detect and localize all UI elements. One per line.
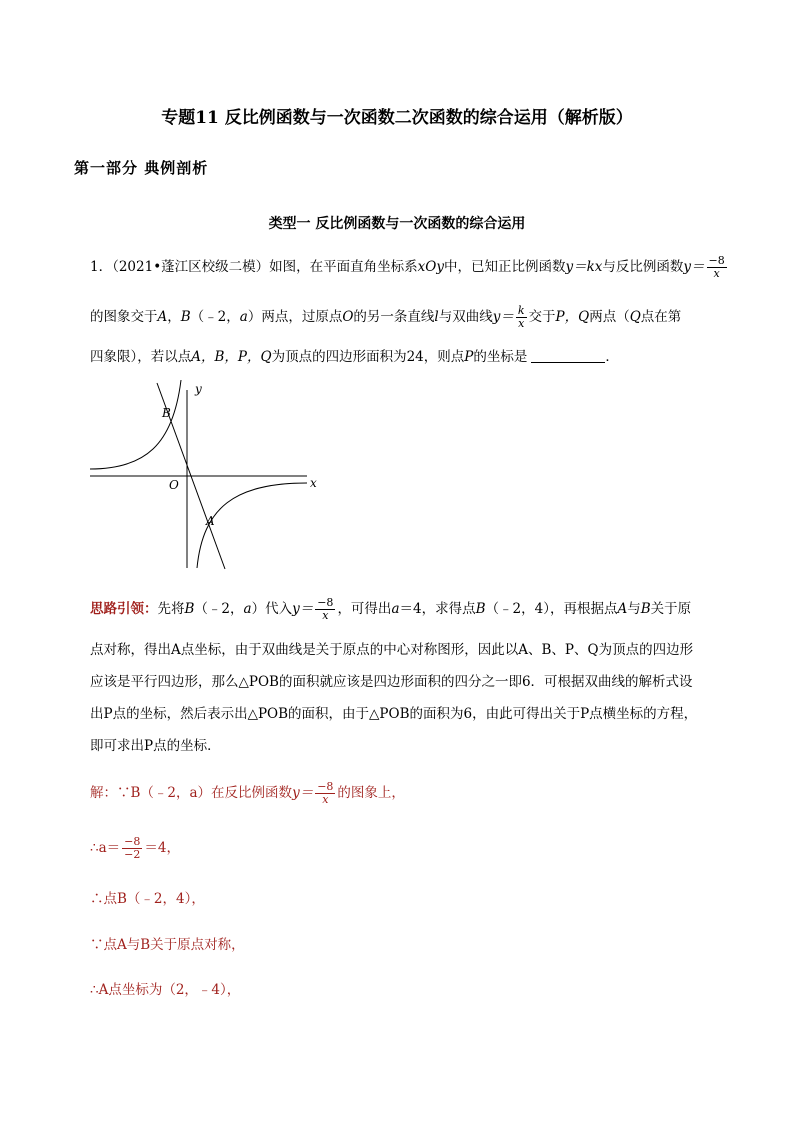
- fraction-neg8-over-x-hint: $\frac{-8}{x}$: [317, 596, 334, 622]
- function-graph: [85, 375, 330, 580]
- fraction-neg8-over-x: $\frac{-8}{x}$: [708, 254, 725, 280]
- problem-line-2: 的图象交于A，B（﹣2，a）两点，过原点O的另一条直线l与双曲线y＝ $\frac{k}{x}$ 交于P，Q两点（Q点在第: [90, 304, 682, 330]
- part-heading: 第一部分 典例剖析: [74, 159, 209, 177]
- fraction-solution-1: $\frac{-8}{x}$: [317, 780, 334, 806]
- hyperbola-branch-second-quadrant: [90, 380, 181, 469]
- solution-line-4: ∵点A与B关于原点对称，: [90, 937, 245, 953]
- hint-line-5: 即可求出P点的坐标．: [90, 738, 221, 754]
- solution-line-1: 解：∵B（﹣2，a）在反比例函数y＝ $\frac{-8}{x}$ 的图象上，: [90, 780, 405, 806]
- type-heading: 类型一 反比例函数与一次函数的综合运用: [268, 216, 526, 232]
- fraction-k-over-x: $\frac{k}{x}$: [517, 304, 525, 330]
- hint-line-1: 思路引领：先将B（﹣2，a）代入y＝ $\frac{-8}{x}$ ，可得出a＝4，求得点B（﹣2，4），再根据点A与B关于原: [90, 596, 692, 622]
- hint-line-4: 出P点的坐标，然后表示出△POB的面积，由于△POB的面积为6，由此可得出关于P点横坐标的方程，: [90, 706, 698, 722]
- point-b-label: B: [162, 406, 171, 420]
- problem-line-1: 1．（2021•蓬江区校级二模）如图，在平面直角坐标系xOy中，已知正比例函数y＝kx与反比例函数y＝ $\frac{-8}{x}$: [90, 254, 725, 280]
- solution-label: 解：: [90, 785, 117, 801]
- problem-line-3: 四象限），若以点A，B，P，Q为顶点的四边形面积为24，则点P的坐标是 ．: [90, 349, 619, 365]
- point-a-label: A: [206, 514, 215, 528]
- y-axis-label: y: [195, 382, 202, 396]
- fraction-solution-2: $\frac{-8}{-2}$: [124, 835, 141, 861]
- origin-label: O: [169, 478, 179, 492]
- x-axis-label: x: [310, 476, 317, 490]
- solution-line-2: ∴a＝ $\frac{-8}{-2}$ ＝4，: [90, 835, 180, 861]
- document-title: 专题11 反比例函数与一次函数二次函数的综合运用（解析版）: [161, 108, 633, 128]
- hint-line-2: 点对称，得出A点坐标，由于双曲线是关于原点的中心对称图形，因此以A、B、P、Q为顶点的四边形: [90, 642, 694, 658]
- hint-label: 思路引领：: [90, 601, 158, 617]
- solution-line-3: ∴点B（﹣2，4），: [90, 891, 205, 907]
- solution-line-5: ∴A点坐标为（2，﹣4），: [90, 982, 241, 998]
- answer-blank[interactable]: [531, 349, 605, 363]
- hint-line-3: 应该是平行四边形，那么△POB的面积就应该是四边形面积的四分之一即6．可根据双曲线的解析式设: [90, 674, 693, 690]
